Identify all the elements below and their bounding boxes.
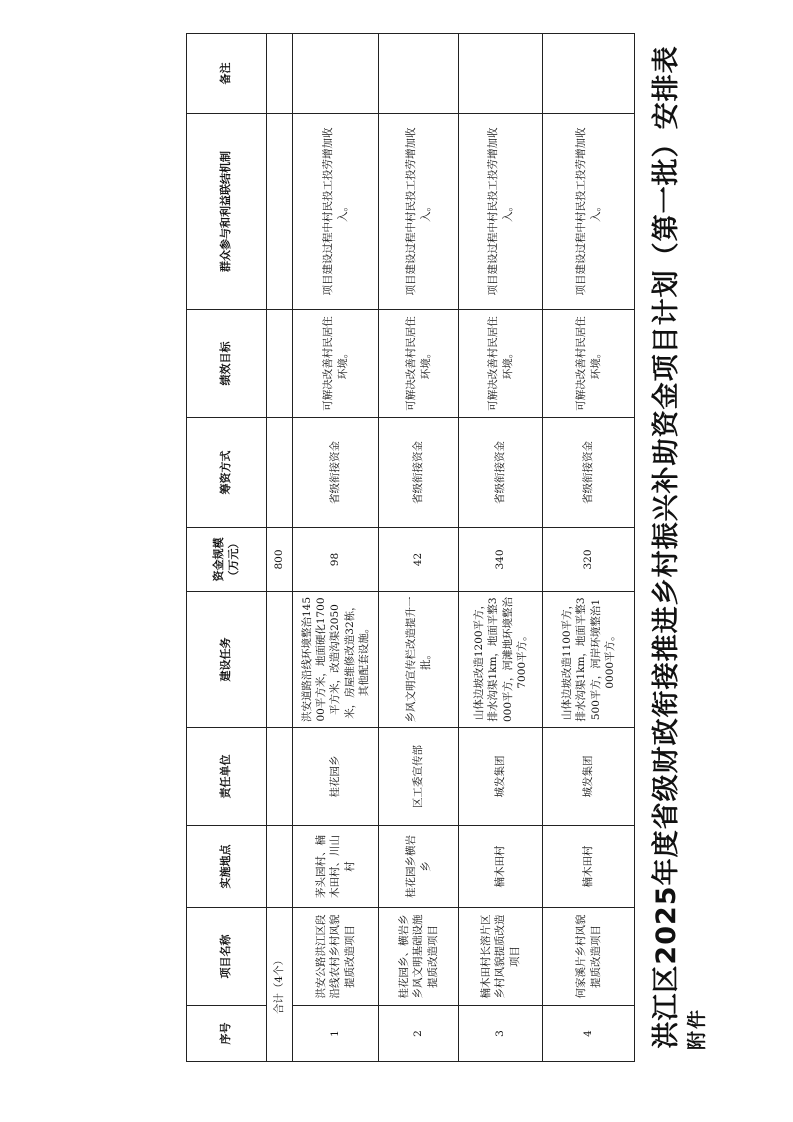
funding-method: 省级衔接资金 [379, 418, 459, 528]
table-cell [267, 728, 293, 826]
participation-mechanism: 项目建设过程中村民投工投劳增加收入。 [459, 114, 543, 310]
column-header: 建设任务 [187, 592, 267, 728]
column-header: 项目名称 [187, 908, 267, 1006]
column-header: 实施地点 [187, 826, 267, 908]
table-row [543, 34, 635, 1062]
table-cell [267, 418, 293, 528]
project-name: 何家溪片乡村风貌提质改造项目 [543, 908, 635, 1006]
column-header: 序号 [187, 1006, 267, 1062]
column-header: 群众参与和利益联结机制 [187, 114, 267, 310]
fund-amount: 98 [293, 528, 379, 592]
table-cell [267, 310, 293, 418]
performance-goal: 可解决改善村民居住环境。 [459, 310, 543, 418]
construction-task: 山体边坡改造1200平方，排水沟渠1km，地面平整3000平方，河滩地环境整治7000平方。 [459, 592, 543, 728]
column-header: 资金规模（万元） [187, 528, 267, 592]
remark [543, 34, 635, 114]
attachment-label: 附件 [686, 1007, 708, 1050]
performance-goal: 可解决改善村民居住环境。 [293, 310, 379, 418]
row-number: 3 [459, 1006, 543, 1062]
participation-mechanism: 项目建设过程中村民投工投劳增加收入。 [293, 114, 379, 310]
total-row [267, 34, 293, 1062]
project-location: 桂花园乡横岩乡 [379, 826, 459, 908]
participation-mechanism: 项目建设过程中村民投工投劳增加收入。 [543, 114, 635, 310]
row-number: 1 [293, 1006, 379, 1062]
funding-method: 省级衔接资金 [293, 418, 379, 528]
funding-method: 省级衔接资金 [459, 418, 543, 528]
participation-mechanism: 项目建设过程中村民投工投劳增加收入。 [379, 114, 459, 310]
funding-method: 省级衔接资金 [543, 418, 635, 528]
table-cell [267, 826, 293, 908]
fund-amount: 42 [379, 528, 459, 592]
construction-task: 乡风文明宣传栏改造提升一批。 [379, 592, 459, 728]
column-header: 绩效目标 [187, 310, 267, 418]
project-name: 桂花园乡、横岩乡乡风文明基础设施提质改造项目 [379, 908, 459, 1006]
project-name: 楠木田村长溶片区乡村风貌提质改造项目 [459, 908, 543, 1006]
column-header: 责任单位 [187, 728, 267, 826]
project-table [186, 33, 635, 1062]
construction-task: 山体边坡改造1100平方，排水沟渠1km，地面平整3500平方，河岸环境整治10000平方。 [543, 592, 635, 728]
table-header-row [187, 34, 267, 1062]
remark [379, 34, 459, 114]
row-number: 2 [379, 1006, 459, 1062]
table-cell [267, 34, 293, 114]
row-number: 4 [543, 1006, 635, 1062]
table-row [459, 34, 543, 1062]
construction-task: 洪安道路沿线环境整治14500平方米，地面硬化1700平方米，改造沟渠2050米，房屋维修改造32栋，其他配套设施。 [293, 592, 379, 728]
table-row [293, 34, 379, 1062]
total-label: 合计（4个） [267, 908, 293, 1062]
remark [293, 34, 379, 114]
responsible-unit: 桂花园乡 [293, 728, 379, 826]
performance-goal: 可解决改善村民居住环境。 [379, 310, 459, 418]
responsible-unit: 区工委宣传部 [379, 728, 459, 826]
performance-goal: 可解决改善村民居住环境。 [543, 310, 635, 418]
total-amount: 800 [267, 528, 293, 592]
column-header: 筹资方式 [187, 418, 267, 528]
project-location: 茅头园村、楠木田村、川山村 [293, 826, 379, 908]
table-cell [267, 592, 293, 728]
responsible-unit: 城发集团 [543, 728, 635, 826]
fund-amount: 340 [459, 528, 543, 592]
page-title: 洪江区2025年度省级财政衔接推进乡村振兴补助资金项目计划（第一批）安排表 [651, 45, 682, 1049]
fund-amount: 320 [543, 528, 635, 592]
column-header: 备注 [187, 34, 267, 114]
table-cell [267, 114, 293, 310]
project-location: 楠木田村 [459, 826, 543, 908]
table-row [379, 34, 459, 1062]
project-name: 洪安公路洪江区段沿线农村乡村风貌提质改造项目 [293, 908, 379, 1006]
responsible-unit: 城发集团 [459, 728, 543, 826]
remark [459, 34, 543, 114]
project-location: 楠木田村 [543, 826, 635, 908]
